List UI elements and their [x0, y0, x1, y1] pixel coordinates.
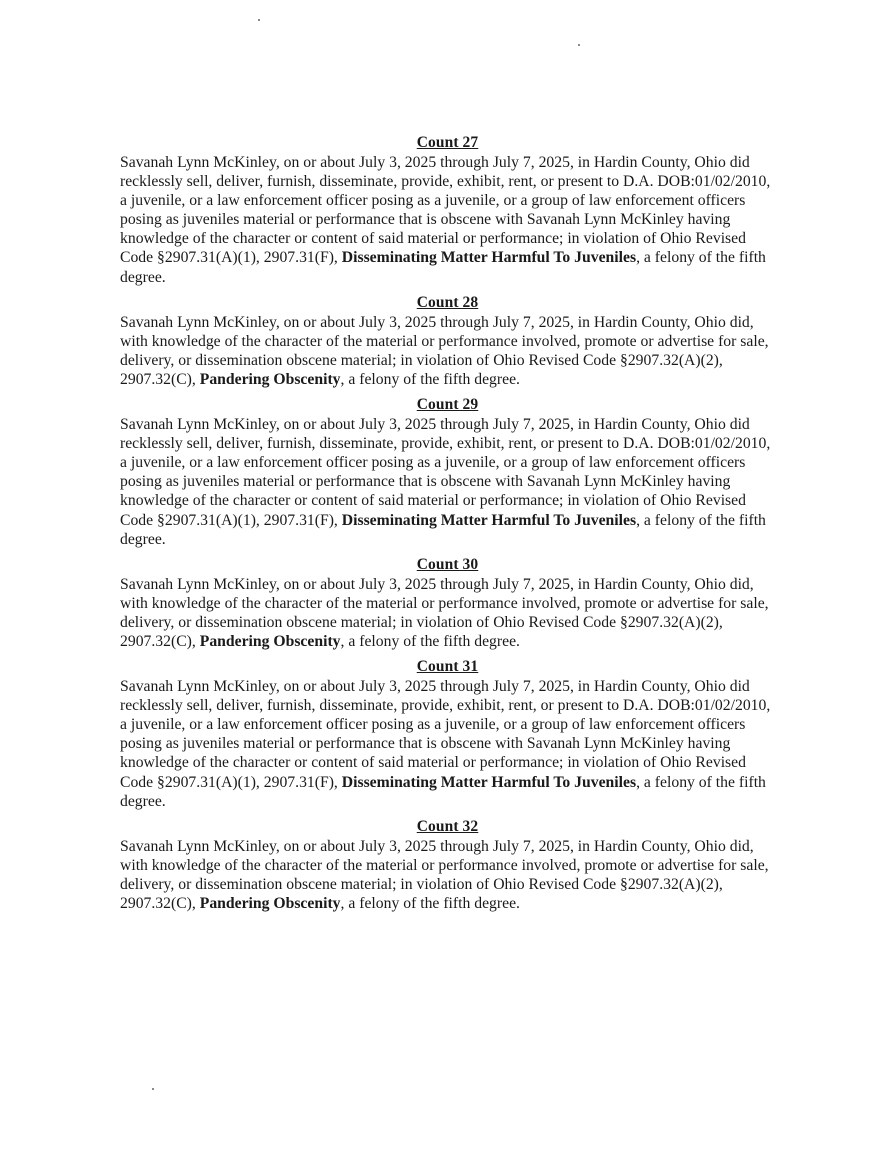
count-body-text: Savanah Lynn McKinley, on or about July 3, 2025 through July 7, 2025, in Hardin County, Ohio did recklessly sell, deliver, furnish, disseminate, provide, exhibit, rent, or present to D.A. DOB:01/02/2010, a juvenile, or a law enforcement officer posing as a juvenile, or a group of law enforcement officers posing as juveniles material or performance that is obscene with Savanah Lynn McKinley having knowledge of the character or content of said material or performance; in violation of Ohio Revised Code §2907.31(A)(1), 2907.31(F), [120, 154, 771, 267]
offense-name: Disseminating Matter Harmful To Juveniles [341, 773, 637, 791]
offense-name: Pandering Obscenity [199, 370, 341, 388]
count-body [120, 313, 775, 389]
count-body-tail: , a felony of the fifth degree. [120, 773, 766, 810]
count-32 [120, 817, 775, 913]
count-body-text: Savanah Lynn McKinley, on or about July 3, 2025 through July 7, 2025, in Hardin County, Ohio did, with knowledge of the character of the material or performance involved, promote or advertise for sale, delivery, or dissemination obscene material; in violation of Ohio Revised Code §2907.32(A)(2), 2907.32(C), [120, 837, 769, 912]
count-heading: Count 28 [416, 293, 479, 311]
count-31 [120, 657, 775, 811]
scan-speck [578, 44, 580, 46]
offense-name: Disseminating Matter Harmful To Juveniles [341, 511, 637, 529]
count-body [120, 153, 775, 287]
offense-name: Pandering Obscenity [199, 632, 341, 650]
count-heading: Count 31 [416, 658, 479, 676]
offense-name: Disseminating Matter Harmful To Juveniles [341, 249, 637, 267]
count-heading: Count 32 [416, 817, 479, 835]
count-body-text: Savanah Lynn McKinley, on or about July 3, 2025 through July 7, 2025, in Hardin County, Ohio did, with knowledge of the character of the material or performance involved, promote or advertise for sale, delivery, or dissemination obscene material; in violation of Ohio Revised Code §2907.32(A)(2), 2907.32(C), [120, 313, 769, 388]
count-body [120, 677, 775, 811]
count-heading: Count 29 [416, 396, 479, 414]
count-body-text: Savanah Lynn McKinley, on or about July 3, 2025 through July 7, 2025, in Hardin County, Ohio did recklessly sell, deliver, furnish, disseminate, provide, exhibit, rent, or present to D.A. DOB:01/02/2010, a juvenile, or a law enforcement officer posing as a juvenile, or a group of law enforcement officers posing as juveniles material or performance that is obscene with Savanah Lynn McKinley having knowledge of the character or content of said material or performance; in violation of Ohio Revised Code §2907.31(A)(1), 2907.31(F), [120, 416, 771, 529]
count-30 [120, 555, 775, 651]
scan-speck [258, 19, 260, 21]
indictment-counts [120, 133, 775, 919]
scan-speck [152, 1088, 154, 1090]
count-body-tail: , a felony of the fifth degree. [120, 511, 766, 548]
count-body-text: Savanah Lynn McKinley, on or about July 3, 2025 through July 7, 2025, in Hardin County, Ohio did, with knowledge of the character of the material or performance involved, promote or advertise for sale, delivery, or dissemination obscene material; in violation of Ohio Revised Code §2907.32(A)(2), 2907.32(C), [120, 575, 769, 650]
count-body-tail: , a felony of the fifth degree. [340, 632, 520, 650]
count-body-tail: , a felony of the fifth degree. [340, 370, 520, 388]
count-heading: Count 27 [416, 134, 479, 151]
count-body [120, 415, 775, 549]
offense-name: Pandering Obscenity [199, 895, 341, 912]
count-body-tail: , a felony of the fifth degree. [120, 249, 766, 286]
count-heading: Count 30 [416, 555, 479, 573]
count-body-tail: , a felony of the fifth degree. [340, 895, 520, 912]
count-29 [120, 395, 775, 549]
count-27 [120, 133, 775, 287]
count-body [120, 575, 775, 651]
count-28 [120, 293, 775, 389]
count-body [120, 837, 775, 913]
count-body-text: Savanah Lynn McKinley, on or about July 3, 2025 through July 7, 2025, in Hardin County, Ohio did recklessly sell, deliver, furnish, disseminate, provide, exhibit, rent, or present to D.A. DOB:01/02/2010, a juvenile, or a law enforcement officer posing as a juvenile, or a group of law enforcement officers posing as juveniles material or performance that is obscene with Savanah Lynn McKinley having knowledge of the character or content of said material or performance; in violation of Ohio Revised Code §2907.31(A)(1), 2907.31(F), [120, 678, 771, 791]
